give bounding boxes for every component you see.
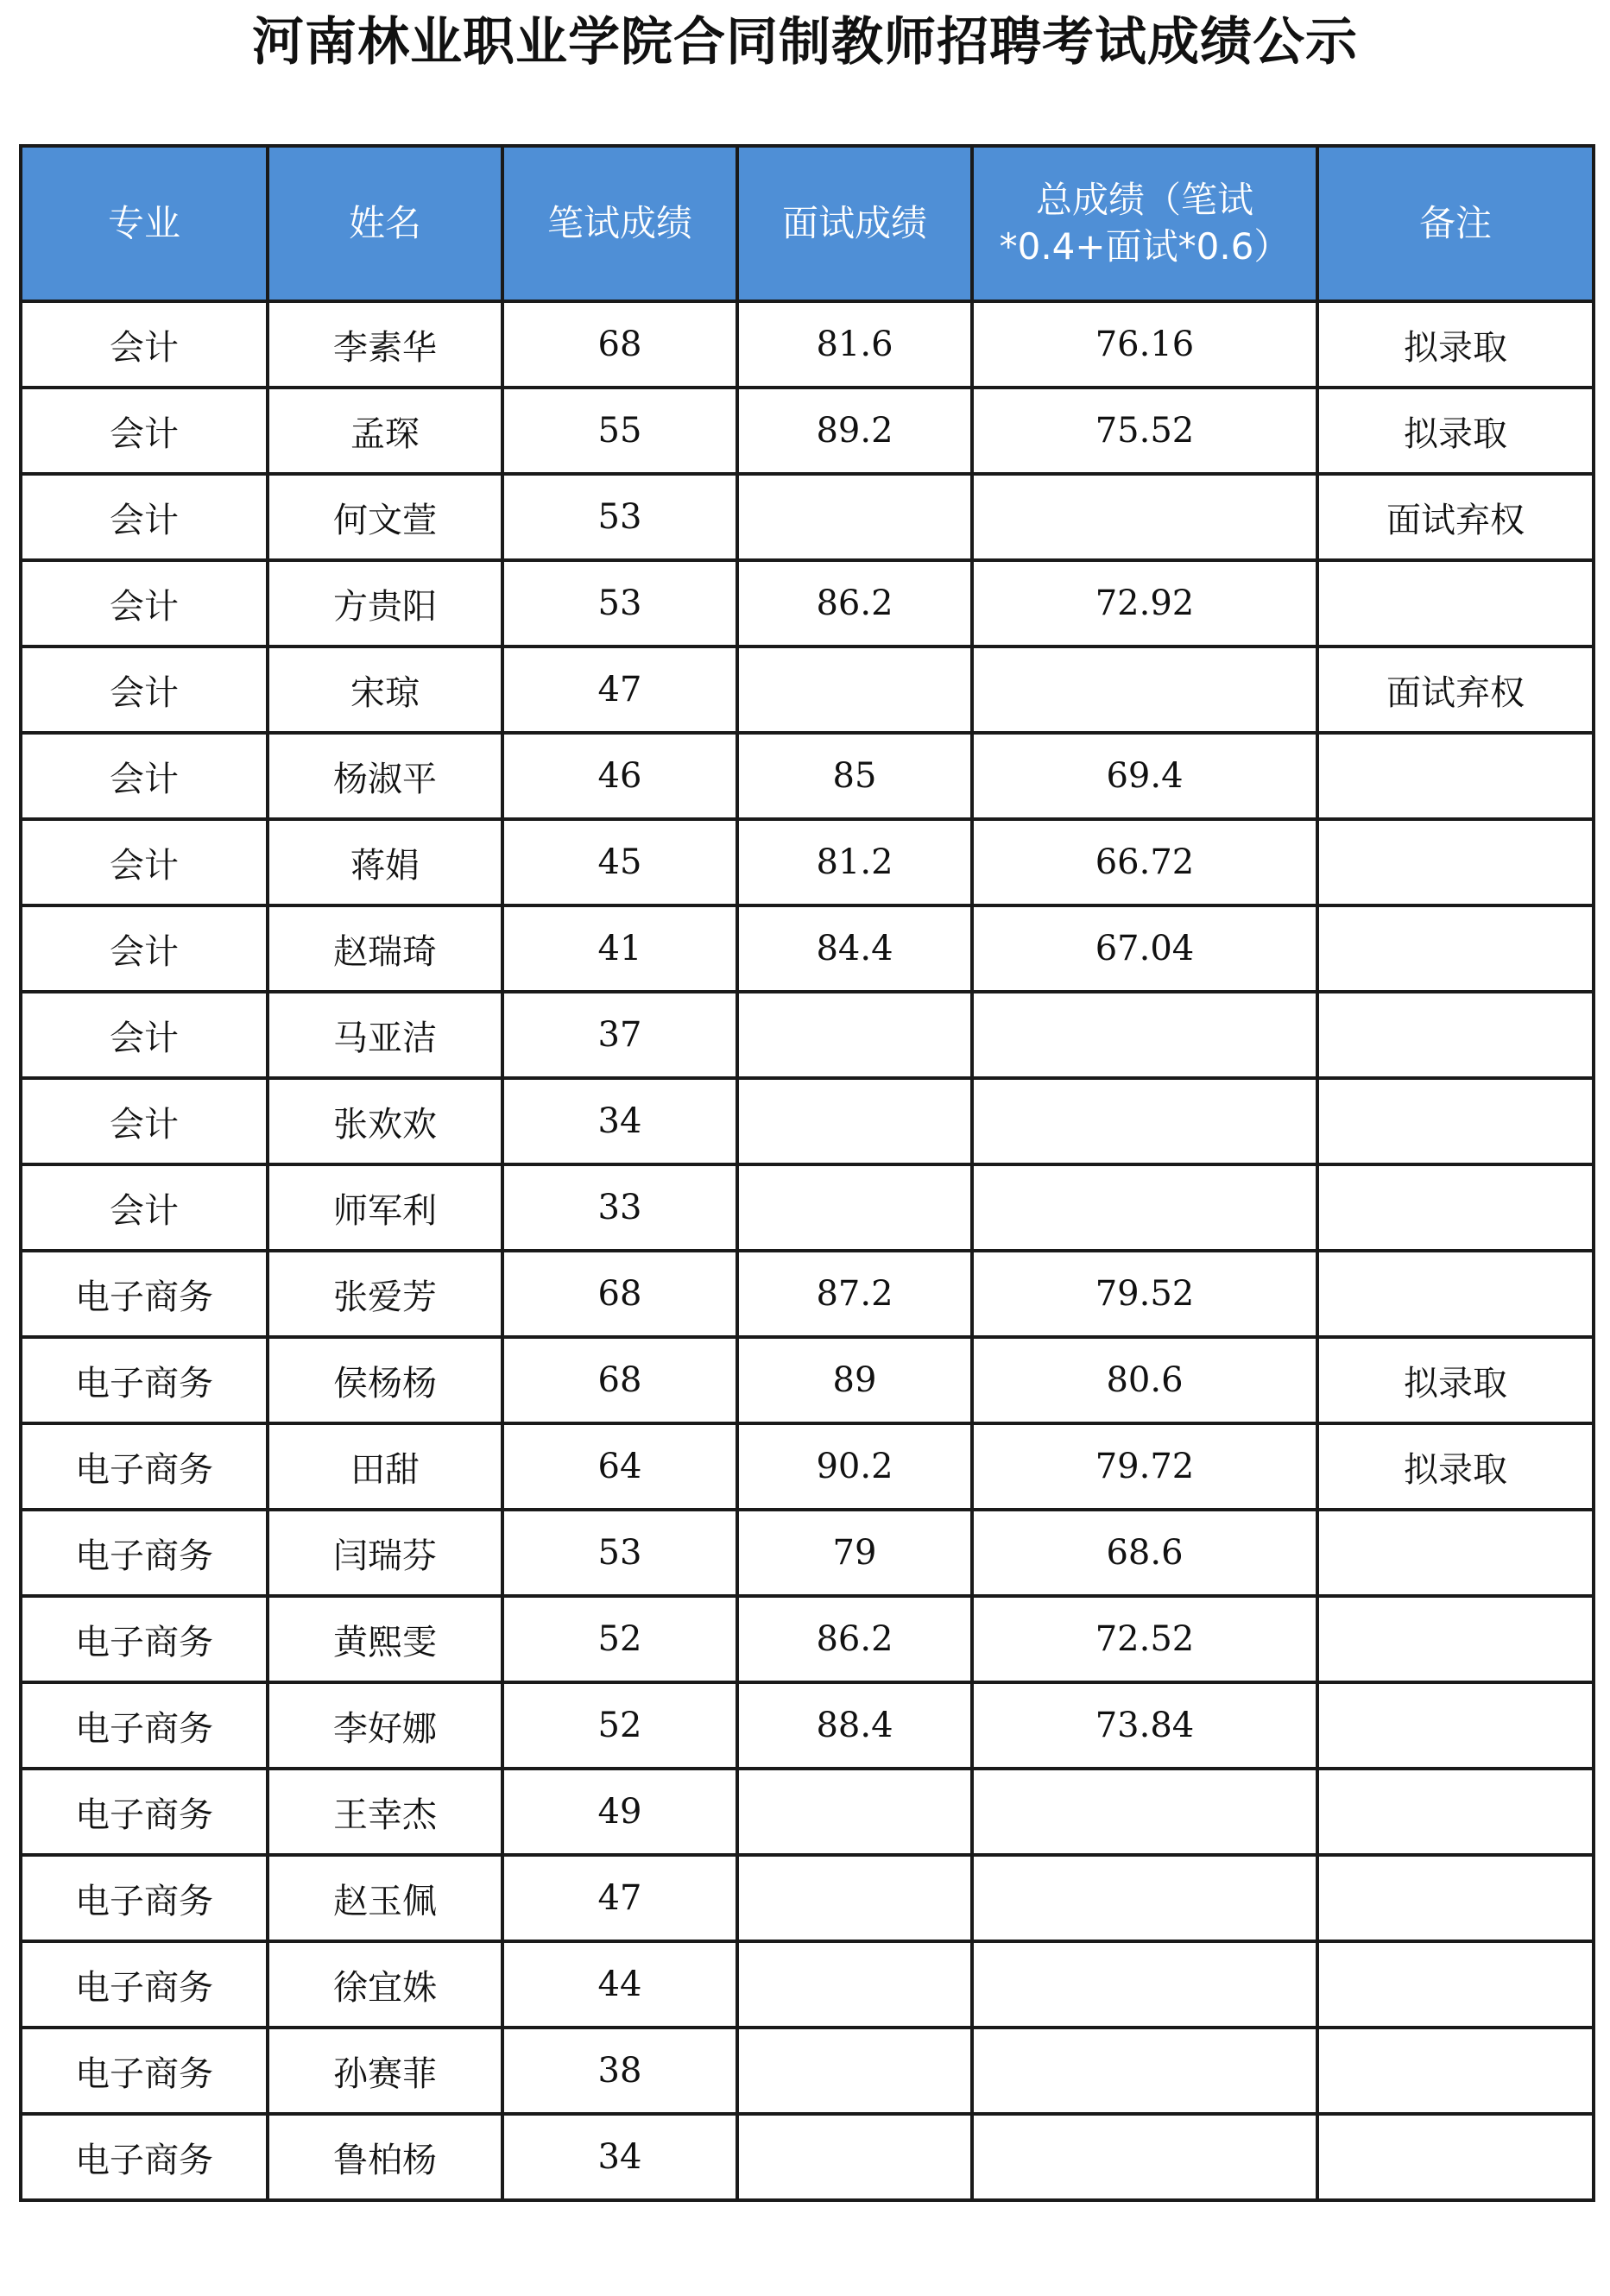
cell-interview-score: 85 (737, 733, 972, 819)
cell-note: 面试弃权 (1317, 647, 1594, 733)
cell-total-score (972, 1941, 1317, 2028)
cell-interview-score (737, 1164, 972, 1251)
cell-total-score: 76.16 (972, 301, 1317, 388)
cell-name: 徐宜姝 (268, 1941, 502, 2028)
cell-name: 孙赛菲 (268, 2028, 502, 2114)
cell-name: 孟琛 (268, 388, 502, 474)
cell-note (1317, 819, 1594, 905)
cell-interview-score (737, 474, 972, 560)
cell-name: 闫瑞芬 (268, 1510, 502, 1596)
cell-total-score (972, 1855, 1317, 1941)
table-row (21, 1682, 1594, 1769)
cell-name: 何文萱 (268, 474, 502, 560)
cell-written-score: 41 (502, 905, 737, 992)
cell-interview-score: 86.2 (737, 560, 972, 647)
cell-major: 电子商务 (21, 1423, 268, 1510)
cell-written-score: 47 (502, 647, 737, 733)
cell-major: 电子商务 (21, 1855, 268, 1941)
table-row (21, 1941, 1594, 2028)
table-row (21, 905, 1594, 992)
cell-written-score: 55 (502, 388, 737, 474)
cell-total-score (972, 2028, 1317, 2114)
cell-interview-score: 89 (737, 1337, 972, 1423)
cell-interview-score (737, 992, 972, 1078)
header-written-score: 笔试成绩 (502, 146, 737, 301)
cell-major: 会计 (21, 388, 268, 474)
cell-total-score: 72.92 (972, 560, 1317, 647)
cell-total-score: 66.72 (972, 819, 1317, 905)
cell-major: 会计 (21, 301, 268, 388)
table-row (21, 1769, 1594, 1855)
cell-name: 师军利 (268, 1164, 502, 1251)
header-total-score: 总成绩（笔试*0.4+面试*0.6） (972, 146, 1317, 301)
cell-written-score: 34 (502, 2114, 737, 2200)
table-row (21, 474, 1594, 560)
cell-interview-score (737, 1855, 972, 1941)
cell-note (1317, 560, 1594, 647)
cell-interview-score (737, 1769, 972, 1855)
cell-major: 电子商务 (21, 1251, 268, 1337)
table-row (21, 301, 1594, 388)
table-row (21, 819, 1594, 905)
table-row (21, 1078, 1594, 1164)
cell-interview-score (737, 647, 972, 733)
cell-major: 会计 (21, 474, 268, 560)
cell-interview-score: 84.4 (737, 905, 972, 992)
cell-interview-score: 90.2 (737, 1423, 972, 1510)
cell-major: 电子商务 (21, 1769, 268, 1855)
table-row (21, 1337, 1594, 1423)
cell-name: 田甜 (268, 1423, 502, 1510)
cell-interview-score (737, 1078, 972, 1164)
cell-total-score (972, 2114, 1317, 2200)
cell-total-score: 79.52 (972, 1251, 1317, 1337)
cell-note (1317, 733, 1594, 819)
table-row (21, 733, 1594, 819)
cell-name: 赵玉佩 (268, 1855, 502, 1941)
cell-name: 马亚洁 (268, 992, 502, 1078)
cell-name: 侯杨杨 (268, 1337, 502, 1423)
cell-interview-score (737, 2028, 972, 2114)
header-major: 专业 (21, 146, 268, 301)
cell-note: 拟录取 (1317, 1423, 1594, 1510)
table-row (21, 1251, 1594, 1337)
table-row (21, 388, 1594, 474)
cell-note (1317, 2028, 1594, 2114)
cell-written-score: 49 (502, 1769, 737, 1855)
cell-total-score: 72.52 (972, 1596, 1317, 1682)
cell-written-score: 46 (502, 733, 737, 819)
table-row (21, 560, 1594, 647)
cell-note (1317, 1596, 1594, 1682)
table-row (21, 1855, 1594, 1941)
cell-major: 会计 (21, 647, 268, 733)
cell-name: 鲁柏杨 (268, 2114, 502, 2200)
cell-written-score: 47 (502, 1855, 737, 1941)
cell-major: 电子商务 (21, 1510, 268, 1596)
cell-written-score: 64 (502, 1423, 737, 1510)
cell-name: 方贵阳 (268, 560, 502, 647)
cell-written-score: 33 (502, 1164, 737, 1251)
cell-major: 电子商务 (21, 1941, 268, 2028)
cell-total-score (972, 1078, 1317, 1164)
cell-total-score: 79.72 (972, 1423, 1317, 1510)
cell-note (1317, 1078, 1594, 1164)
cell-written-score: 53 (502, 1510, 737, 1596)
cell-interview-score: 87.2 (737, 1251, 972, 1337)
cell-interview-score: 79 (737, 1510, 972, 1596)
cell-total-score: 75.52 (972, 388, 1317, 474)
table-row (21, 1423, 1594, 1510)
table-body (21, 301, 1594, 2200)
cell-note: 拟录取 (1317, 301, 1594, 388)
cell-total-score (972, 1164, 1317, 1251)
cell-interview-score (737, 1941, 972, 2028)
cell-major: 会计 (21, 560, 268, 647)
cell-total-score: 80.6 (972, 1337, 1317, 1423)
cell-note (1317, 1855, 1594, 1941)
cell-note (1317, 1941, 1594, 2028)
cell-interview-score: 86.2 (737, 1596, 972, 1682)
cell-written-score: 68 (502, 1337, 737, 1423)
cell-name: 宋琼 (268, 647, 502, 733)
cell-interview-score (737, 2114, 972, 2200)
cell-name: 张爱芳 (268, 1251, 502, 1337)
table-header-row (21, 146, 1594, 301)
cell-major: 电子商务 (21, 1337, 268, 1423)
cell-written-score: 38 (502, 2028, 737, 2114)
table-row (21, 1510, 1594, 1596)
cell-note (1317, 905, 1594, 992)
cell-total-score: 68.6 (972, 1510, 1317, 1596)
cell-name: 赵瑞琦 (268, 905, 502, 992)
cell-written-score: 44 (502, 1941, 737, 2028)
cell-written-score: 34 (502, 1078, 737, 1164)
scores-table (19, 144, 1595, 2202)
cell-total-score: 69.4 (972, 733, 1317, 819)
cell-major: 会计 (21, 819, 268, 905)
table-row (21, 992, 1594, 1078)
cell-written-score: 52 (502, 1596, 737, 1682)
cell-major: 会计 (21, 733, 268, 819)
cell-note: 面试弃权 (1317, 474, 1594, 560)
cell-total-score (972, 1769, 1317, 1855)
header-interview-score: 面试成绩 (737, 146, 972, 301)
table-row (21, 2028, 1594, 2114)
cell-note (1317, 1769, 1594, 1855)
cell-note (1317, 1164, 1594, 1251)
header-note: 备注 (1317, 146, 1594, 301)
cell-major: 电子商务 (21, 1682, 268, 1769)
cell-total-score (972, 992, 1317, 1078)
cell-interview-score: 81.2 (737, 819, 972, 905)
cell-major: 会计 (21, 1164, 268, 1251)
cell-name: 王幸杰 (268, 1769, 502, 1855)
cell-name: 李素华 (268, 301, 502, 388)
cell-note (1317, 1682, 1594, 1769)
cell-written-score: 45 (502, 819, 737, 905)
cell-written-score: 52 (502, 1682, 737, 1769)
cell-written-score: 37 (502, 992, 737, 1078)
table-row (21, 1164, 1594, 1251)
cell-major: 会计 (21, 1078, 268, 1164)
cell-interview-score: 81.6 (737, 301, 972, 388)
cell-name: 蒋娟 (268, 819, 502, 905)
cell-total-score (972, 474, 1317, 560)
table-row (21, 647, 1594, 733)
cell-written-score: 53 (502, 474, 737, 560)
cell-major: 会计 (21, 905, 268, 992)
table-row (21, 2114, 1594, 2200)
cell-interview-score: 88.4 (737, 1682, 972, 1769)
cell-note: 拟录取 (1317, 1337, 1594, 1423)
cell-note (1317, 992, 1594, 1078)
cell-major: 会计 (21, 992, 268, 1078)
cell-written-score: 68 (502, 301, 737, 388)
cell-note (1317, 2114, 1594, 2200)
cell-name: 李好娜 (268, 1682, 502, 1769)
cell-major: 电子商务 (21, 2028, 268, 2114)
cell-name: 张欢欢 (268, 1078, 502, 1164)
page-title: 河南林业职业学院合同制教师招聘考试成绩公示 (252, 12, 1358, 73)
cell-name: 杨淑平 (268, 733, 502, 819)
cell-total-score: 73.84 (972, 1682, 1317, 1769)
table-row (21, 1596, 1594, 1682)
cell-note: 拟录取 (1317, 388, 1594, 474)
cell-name: 黄熙雯 (268, 1596, 502, 1682)
cell-major: 电子商务 (21, 2114, 268, 2200)
cell-total-score (972, 647, 1317, 733)
cell-total-score: 67.04 (972, 905, 1317, 992)
cell-major: 电子商务 (21, 1596, 268, 1682)
cell-interview-score: 89.2 (737, 388, 972, 474)
header-name: 姓名 (268, 146, 502, 301)
cell-note (1317, 1251, 1594, 1337)
cell-written-score: 53 (502, 560, 737, 647)
cell-written-score: 68 (502, 1251, 737, 1337)
cell-note (1317, 1510, 1594, 1596)
